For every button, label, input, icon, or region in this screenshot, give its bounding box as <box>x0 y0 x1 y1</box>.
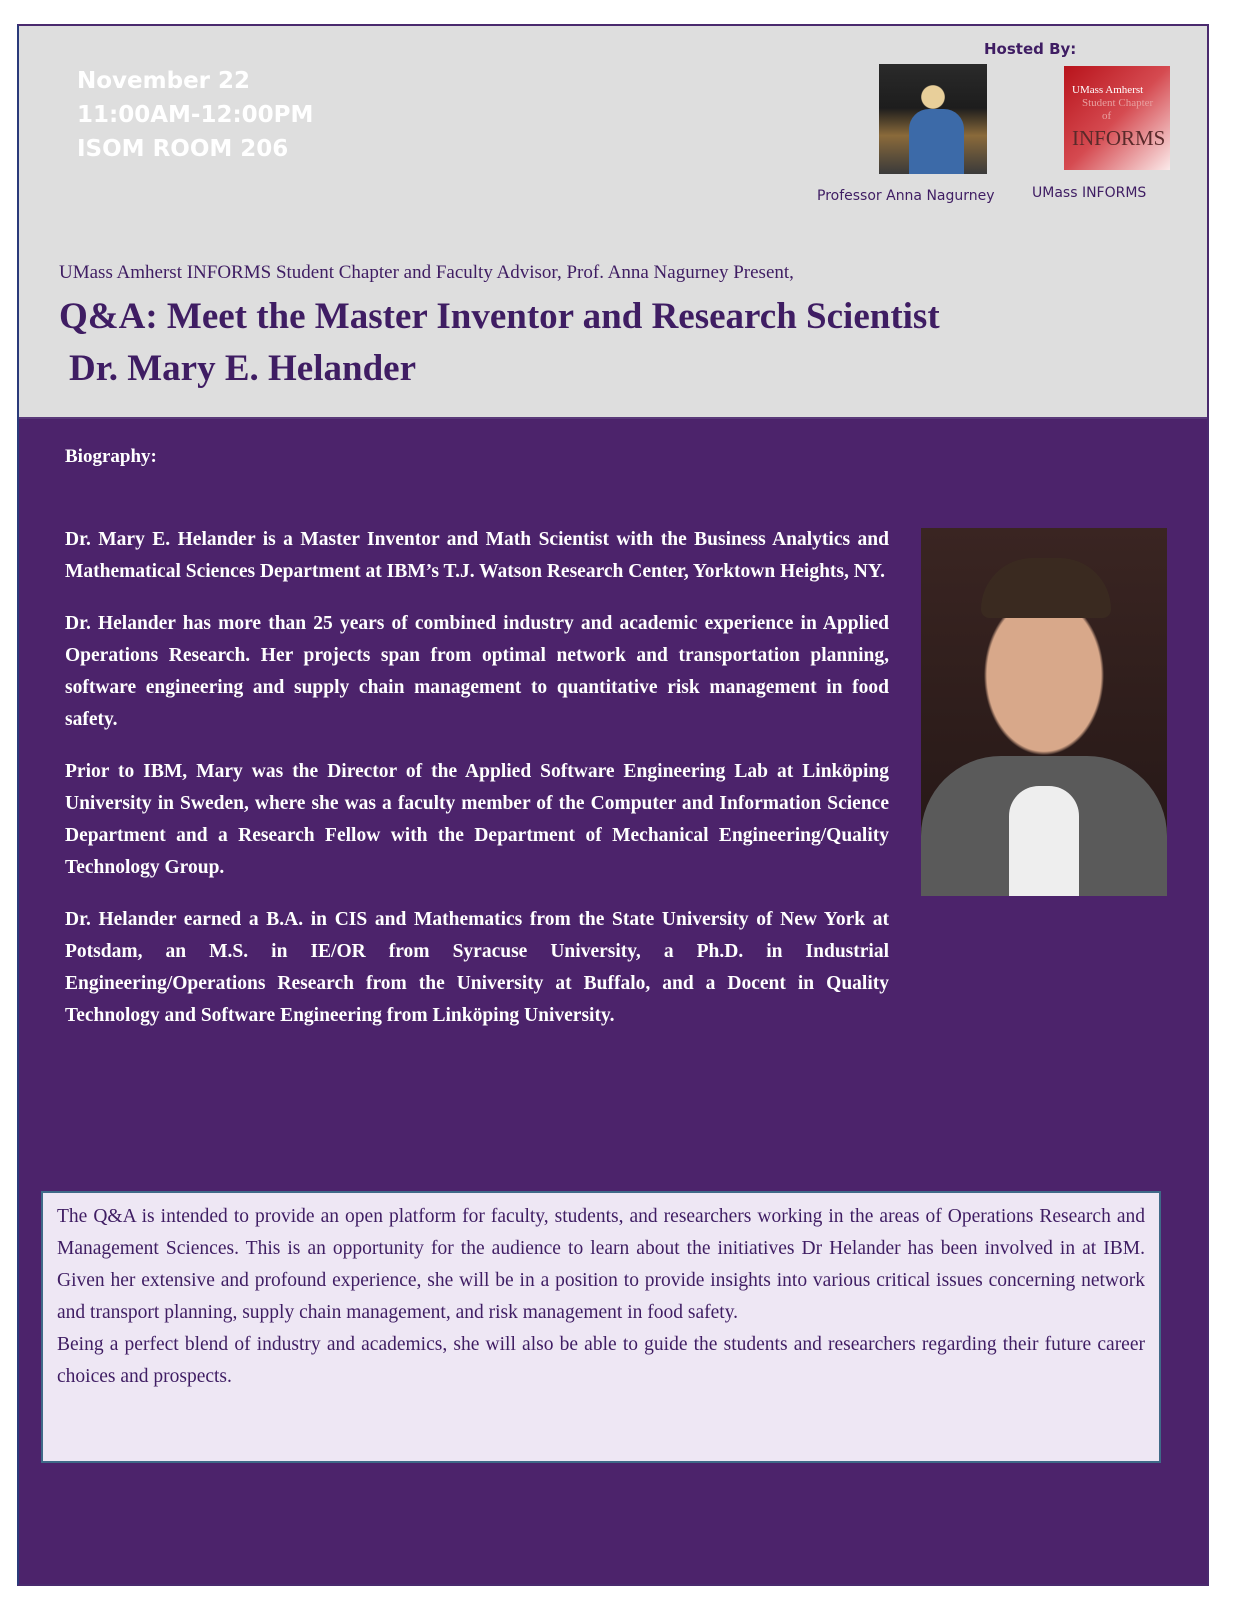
event-date: November 22 <box>77 68 251 94</box>
bio-paragraph: Dr. Helander has more than 25 years of combined industry and academic experience in Applied Operations Research. Her projects span from optimal network and transportation planning, software engineering and supply chain management to quantitative risk management in food safety. <box>65 613 889 730</box>
bio-paragraph: Prior to IBM, Mary was the Director of the Applied Software Engineering Lab at Linköping University in Sweden, where she was a faculty member of the Computer and Information Science Department and a Research Fellow with the Department of Mechanical Engineering/Quality Technology Group. <box>65 761 889 878</box>
host-caption: Professor Anna Nagurney <box>817 188 995 204</box>
biography-heading: Biography: <box>65 446 157 467</box>
umass-informs-logo: UMass Amherst Student Chapter of INFORMS <box>1064 66 1170 170</box>
speaker-name: Dr. Mary E. Helander <box>69 348 417 389</box>
event-title: Q&A: Meet the Master Inventor and Research Scientist <box>59 296 940 337</box>
description-paragraph: The Q&A is intended to provide an open platform for faculty, students, and researchers working in the areas of Operations Research and Management Sciences. This is an opportunity for the audience to learn about the initiatives Dr Helander has been involved in at IBM. Given her extensive and profound experience, she will be in a position to provide insights into various critical issues concerning network and transport planning, supply chain management, and risk management in food safety. <box>57 1206 1145 1323</box>
bio-paragraph: Dr. Helander earned a B.A. in CIS and Mathematics from the State University of New York at Potsdam, an M.S. in IE/OR from Syracuse University, a Ph.D. in Industrial Engineering/Operations Research from the University at Buffalo, and a Docent in Quality Technology and Software Engineering from Linköping University. <box>65 909 889 1026</box>
anna-nagurney-photo <box>879 64 987 174</box>
flyer <box>17 24 1209 1586</box>
bio-paragraph: Dr. Mary E. Helander is a Master Inventor and Math Scientist with the Business Analytics and Mathematical Sciences Department at IBM’s T.J. Watson Research Center, Yorktown Heights, NY. <box>65 529 889 582</box>
hosted-by-label: Hosted By: <box>984 40 1077 58</box>
biography-text <box>65 524 889 1052</box>
host-caption: UMass INFORMS <box>1032 185 1147 201</box>
event-room: ISOM ROOM 206 <box>77 136 289 162</box>
header <box>19 26 1207 419</box>
presenter-line: UMass Amherst INFORMS Student Chapter and Faculty Advisor, Prof. Anna Nagurney Present, <box>59 262 794 283</box>
qa-description-box <box>41 1191 1161 1463</box>
mary-helander-photo <box>921 528 1167 896</box>
event-details <box>77 64 313 166</box>
event-time: 11:00AM-12:00PM <box>77 102 314 128</box>
description-paragraph: Being a perfect blend of industry and academics, she will also be able to guide the students and researchers regarding their future career choices and prospects. <box>57 1334 1145 1387</box>
